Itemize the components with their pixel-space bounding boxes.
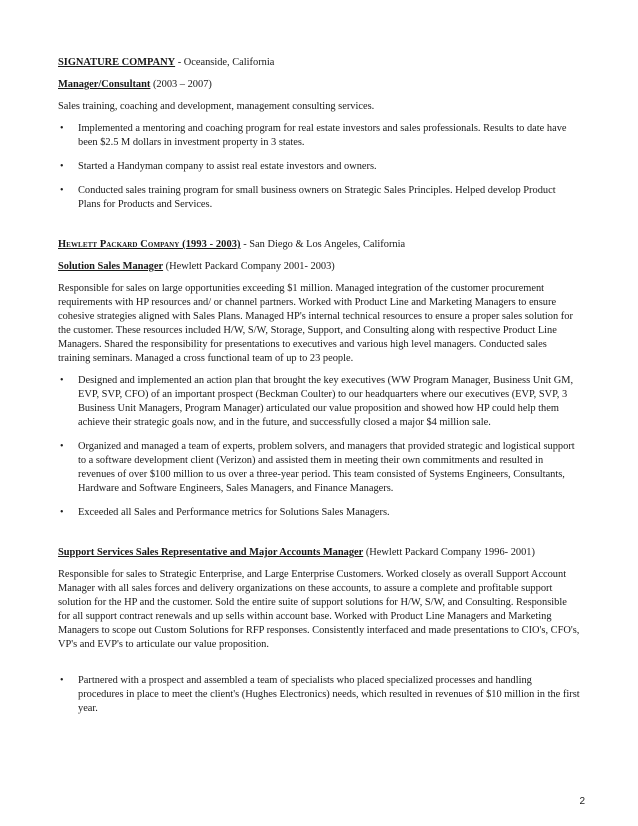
role-header <box>58 260 580 274</box>
role-title: Support Services Sales Representative and Major Accounts Manager <box>58 547 364 558</box>
bullet-icon: • <box>60 675 64 686</box>
bullet-icon: • <box>60 161 64 172</box>
page-number: 2 <box>579 796 585 807</box>
bullet-icon: • <box>60 375 64 386</box>
role-summary: Sales training, coaching and development, management consulting services. <box>58 101 375 112</box>
role-summary: Responsible for sales to Strategic Enterprise, and Large Enterprise Customers. Worked closely as overall Support Account Manager with all sales forces and delivery organizations on these accounts, to assure a complete and profitable support solution for the HP and the customer. Sold the entire suite of support solutions for H/W, S/W, and Consulting. Responsible for all support contract renewals and up sells within account base. Worked with Product Line Managers and Marketing Managers to scope out Custom Solutions for RFP responses. Consistently interfaced and made presentations to CIO's, CFO's, VP's and EVP's to articulate our value proposition. <box>58 569 580 650</box>
list-item: • Designed and implemented an action plan that brought the key executives (WW Program Manager, Business Unit GM, EVP, SVP, CFO) of an important prospect (Beckman Coulter) to our headquarters where our executives (EVP, SVP, 3 Business Unit Managers, Program Manager) articulated our value proposition and showed how HP could help them achieve their strategic goals now, and in the future, and successfully closed a major $4 million sale. <box>60 375 574 428</box>
company-header <box>58 238 580 252</box>
resume-page <box>58 56 580 726</box>
list-item: • Implemented a mentoring and coaching program for real estate investors and sales professionals. Results to date have been $2.5 M dollars in investment property in 3 states. <box>60 123 567 148</box>
bullet-icon: • <box>60 441 64 452</box>
achievement-list <box>58 674 580 716</box>
bullet-icon: • <box>60 507 64 518</box>
list-item: • Exceeded all Sales and Performance metrics for Solutions Sales Managers. <box>60 507 390 518</box>
achievement-list <box>58 374 580 520</box>
company-name: Hewlett Packard Company (1993 - 2003) <box>58 239 241 250</box>
role-title: Manager/Consultant <box>58 79 151 90</box>
list-item: • Organized and managed a team of experts, problem solvers, and managers that provided strategic and logistical support to a software development client (Verizon) and assisted them in meeting their own commitments and resulted in revenues of over $100 million to us over a three-year period. This team consisted of Systems Engineers, Consultants, Hardware and Software Engineers, Sales Managers, and Finance Managers. <box>60 441 575 494</box>
list-item: • Partnered with a prospect and assembled a team of specialists who placed specialized processes and handling procedures in place to meet the client's (Hughes Electronics) needs, which resulted in revenues of $10 million in the first year. <box>60 675 580 714</box>
role-note: (Hewlett Packard Company 2001- 2003) <box>163 261 335 272</box>
list-item: • Conducted sales training program for small business owners on Strategic Sales Principles. Helped develop Product Plans for Products and Services. <box>60 185 556 210</box>
company-header <box>58 56 580 70</box>
role-note: (Hewlett Packard Company 1996- 2001) <box>363 547 535 558</box>
role-header <box>58 78 580 92</box>
bullet-icon: • <box>60 123 64 134</box>
role-dates: (2003 – 2007) <box>150 79 212 90</box>
company-name: SIGNATURE COMPANY <box>58 57 176 68</box>
list-item: • Started a Handyman company to assist real estate investors and owners. <box>60 161 377 172</box>
role-header <box>58 546 580 560</box>
achievement-list <box>58 122 580 212</box>
bullet-icon: • <box>60 185 64 196</box>
company-location: - Oceanside, California <box>175 57 275 68</box>
role-title: Solution Sales Manager <box>58 261 164 272</box>
company-location: - San Diego & Los Angeles, California <box>240 239 406 250</box>
role-summary: Responsible for sales on large opportunities exceeding $1 million. Managed integration of the customer procurement requirements with HP resources and/ or channel partners. Worked with Product Line and Marketing Managers to ensure cohesive strategies aligned with Sales Plans. Managed HP's internal technical resources to ensure a proper sales solution for the customer. These resources included H/W, S/W, Storage, Support, and Consulting along with respective Product Line Managers. Shared the responsibility for presentations to executives and various high level managers. Conducted sales training seminars. Managed a cross functional team of up to 23 people. <box>58 283 573 364</box>
